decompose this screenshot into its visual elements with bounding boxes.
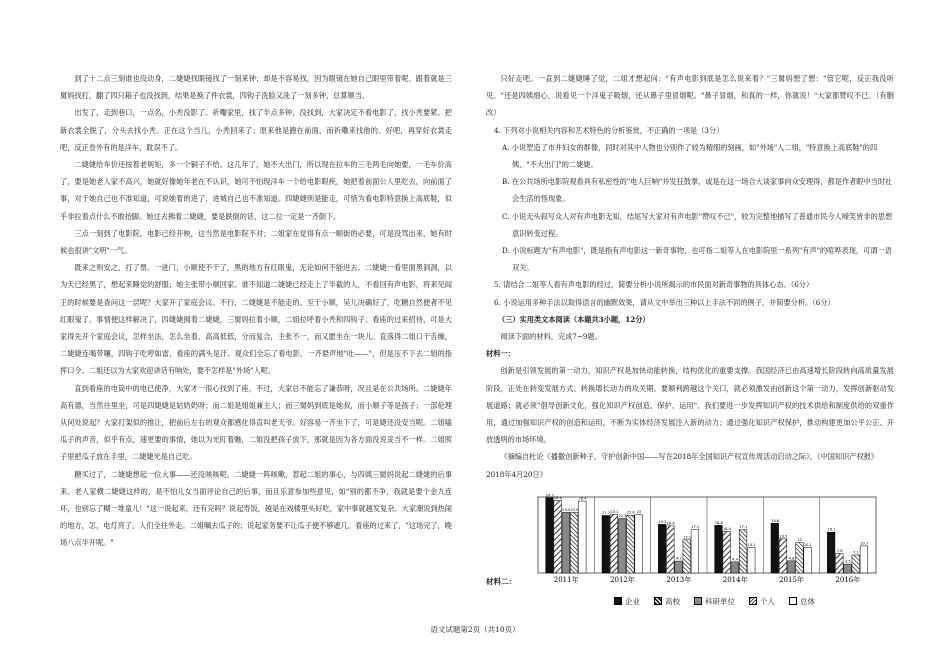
data-label: 4.7: [675, 556, 682, 561]
bar-科研单位-2015年: [787, 561, 795, 573]
data-label: 10.7: [860, 541, 869, 546]
instruction: 阅读下面的材料，完成7~9题。: [500, 332, 602, 342]
question-4-option-d: D. 小说标题为"有声电影"，既是指有声电影这一新奇事物，也可指二姐等人在电影院里一系列"有声"的喧哗表现，可谓一语双关。: [502, 246, 892, 273]
data-label: 23.9: [562, 507, 571, 512]
question-4-option-c: C. 小说无头叙写众人对有声电影无知，结尾写大家对有声电影"赞叹不已"，较为完整地描写了普通市民今人啼笑皆非的思想意识转变过程。: [502, 211, 893, 238]
left-column: [60, 70, 452, 552]
bar-高校-2016年: [836, 554, 844, 573]
data-label: 12: [797, 537, 802, 542]
data-label: 19.6: [771, 518, 780, 523]
data-label: 28.4: [578, 496, 587, 501]
material-1-text: 创新是引领发展的第一动力，知识产权是加快动能转换，结构优化的重要支撑。我国经济已由高速增长阶段转向高质量发展阶段，正处在转变发展方式、转换增长动力的攻关期。要顺利跨越这个关口，就必须激发由创新这个第一动力，发挥创新驱动发展道路；就必须"倡导创新文化，强化知识产权创造、保护、运用"。我们要进一步发挥知识产权的技术供给和制度供给的双重作用，通过加强知识产权的创造和运用，不断为实体经济发展注入新的动力；通过强化知识产权保护，推动构建更加公平公正、开放透明的市场环境。: [486, 366, 894, 445]
bar-个人-2011年: [570, 512, 578, 573]
legend-label: 总体: [800, 596, 815, 606]
bar-科研单位-2014年: [731, 562, 739, 573]
bar-个人-2016年: [852, 555, 860, 573]
legend-label: 企业: [625, 596, 640, 606]
legend-swatch: [694, 597, 702, 605]
bar-科研单位-2016年: [844, 564, 852, 573]
data-label: 16.1: [827, 527, 836, 532]
bar-个人-2014年: [739, 530, 747, 573]
data-label: 22.8: [626, 510, 635, 515]
x-tick-label: 2014年: [722, 575, 748, 584]
material-2-title: 材料二：: [486, 577, 516, 586]
data-label: 7.6: [836, 549, 843, 554]
story-paragraph: 糖买过了，二婕婕想起一位大事——还没咳咳呢。二婕婕一阵咳嗽，惹起二姐的事心，与四姨三舅妈说起二婕婕的后事来。老人家横二婕婕这样的，是不怕儿女当面评论自己的后事，而且乐意参加些意见，如"别的都不争，我就是要个金九连环，也别忘了糊一堆童儿！"这一说起来，还有完吗？说起寿饭，越是在戏楼里头好吃，家中事就越发复杂。大家潮说到热闹的地方，怎，电灯亮了，人们全往外走。二姐嘱去瓜子的；说起家务要不让瓜子便不够遮几。看座的过来了，"这场完了，晚场八点半开呢。": [60, 469, 452, 548]
bar-高校-2015年: [779, 539, 787, 573]
x-tick-label: 2015年: [779, 575, 804, 584]
chart-legend: [614, 593, 815, 610]
question-6-stem: 6. 小说运用多种手法以取得语言的幽默效果，请从文中举出三种以上手法不同的例子，并简要分析。（6分）: [494, 297, 835, 307]
legend-item: [614, 593, 640, 610]
legend-swatch: [614, 597, 622, 605]
page-footer: 语文试题第2页（共10页）: [430, 625, 520, 634]
material-1-title: 材料一：: [486, 349, 515, 359]
bar-总体-2015年: [804, 547, 812, 573]
data-label: 17.1: [691, 525, 700, 530]
question-4-option-b: B. 在公共场所电影院观看具有私密性的"电人巨响"并发狂鼓掌，或是在这一场合大谈家事向众安理得，都是作者眼中当时社会生活的怪现象。: [502, 177, 893, 204]
legend-label: 科研单位: [705, 596, 735, 606]
legend-item: [694, 593, 735, 610]
data-label: 21.5: [618, 513, 627, 518]
data-label: 10.1: [803, 542, 812, 547]
story-paragraph: 到了十二点三刻谁也没动身，二婕婕找眼镜找了一刻来钟；却是不容易找，因为眼镜在她自己眼里带着呢。跟着就是三舅妈找打，翻了四只箱子也没找到，结果是换了件衣裳，四钩子洗脸又洗了一刻多钟，总算顺当。: [60, 74, 452, 101]
bar-科研单位-2013年: [675, 561, 683, 573]
story-ending-paragraph: 只好走吧。一直到二婕婕睡了觉，二姐才想起问："有声电影到底是怎么说来着？"三舅妈想了想："管它呢，反正我没听见。"还是四姨细心，说看见一个洋鬼子吸烟，还从鼻子里冒烟呢。"鼻子冒烟，和真的一样，你就说！"大家都赞叹不已。（有删改）: [486, 74, 894, 118]
story-paragraph: 既来之则安之，打了票。一进门，小顺使不干了，黑的地方有红眼鬼，无论如何不能进去。二婕婕一看里面黑洞洞，以为天已经黑了，想起来睡觉的舒服；她主张带小顺回家。谁不知道二婕婕已经走上了半截的人，不看回有声电影，将来见阎王的时候要是查问这一层呢？大家开了家庭会议。不行，二婕婕是不能走的。至于小顺，吴儿决确好了，吃糖自然便者不见红眼鬼了。事情便这样解决了，四婕婕拥着二婕婕，三舅妈拉着小顺，二姐拉呼着小秃和四钩子。看座的过来招待，可是大家得先开个家庭会议，怎样坐法，怎么坐着，高高低低，分而复合，主张不一，而又愿坐在一块儿。直落得二姐口干舌燥，二婕婕连喝带嚷，四钩子吃哼如雷，看座的满头是汗。观众们全忘了看电影，一齐悬声地"吐——"，但是压不下去二姐的指挥口令。二姐还以为大家欢迎讲话有响处，要不怎样是"外场"人呢。: [60, 263, 452, 376]
bar-高校-2014年: [723, 531, 731, 573]
data-label: 22.7: [602, 510, 611, 515]
data-label: 4.8: [788, 556, 795, 561]
data-label: 4.4: [732, 557, 739, 562]
bar-总体-2011年: [578, 501, 586, 573]
x-tick-label: 2011年: [553, 575, 579, 584]
data-label: 23.9: [570, 507, 579, 512]
x-tick-label: 2016年: [835, 575, 861, 584]
bar-企业-2015年: [771, 523, 779, 573]
bar-高校-2011年: [554, 500, 562, 572]
bar-chart-svg: [486, 489, 886, 589]
story-paragraph: 直到看座的电筒中的电已使净，大家才一很心找到了座，不过，大家总不能忘了谦恭呀，况且是在公共场所。二婕婕年高有德，当然往里坐，可是四婕婕是姑奶奶呀；而二姐是姐姐兼主人；而三舅妈到底是她叔，而小顺子等是孩子；一部伦理从何处说起？大家打架似的推让，把前后左右的观众都感化得直叫老天爷。好容易一齐坐下了，可是婕还没安当呢。二姐嗑瓜子的声音，似乎有点，速更要的事情，她以为光盯着瞧，二姐没把孩子放下，那就是因为各方面没说妥当不一样。二姐照子里把瓜子放在手里，二婕婕光是自己吃。: [60, 383, 452, 462]
bar-企业-2012年: [602, 515, 610, 573]
legend-swatch: [789, 597, 797, 605]
bar-科研单位-2011年: [562, 512, 570, 573]
data-label: 16.4: [722, 526, 731, 531]
question-5-stem: 5. 请结合二姐等人看有声电影的经过，简要分析小说所揭示的市民面对新奇事物的具体心态。（6分）: [494, 280, 814, 290]
data-label: 19.2: [658, 519, 667, 524]
bar-个人-2015年: [796, 542, 804, 572]
story-paragraph: 三点一刻到了电影院。电影已经开映，这当然是电影院不对；二姐家在觉得有点一顺街的必要，可是没骂出来，她有时候也很讲"文明"一气。: [60, 228, 452, 256]
story-paragraph: 出发了，走到巷口，一点名，小秃没影了。祈嘞家里，找了半点多钟，没找到，大家决定不看电影了，找小秃要紧。把新衣裳全脱了，分头去找小秃。正在这个当儿，小秃回来了；原来他是跑在前面，而祈嘞来找他的。好吧，再穿好衣裳走吧，反正卷外有的是洋车，耽误不了。: [60, 108, 452, 152]
bar-个人-2013年: [683, 540, 691, 573]
legend-label: 个人: [760, 596, 775, 606]
bar-总体-2016年: [860, 546, 868, 573]
data-label: 23: [636, 510, 642, 515]
data-label: 7.1: [853, 550, 859, 555]
bar-总体-2014年: [747, 547, 755, 573]
data-label: 3.5: [844, 559, 851, 564]
legend-swatch: [749, 597, 757, 605]
data-label: 10.1: [747, 542, 756, 547]
legend-item: [749, 593, 775, 610]
data-label: 23.1: [610, 509, 619, 514]
legend-item: [654, 593, 680, 610]
legend-label: 高校: [665, 596, 680, 606]
data-label: 18.6: [666, 521, 675, 526]
data-label: 17.1: [739, 525, 748, 530]
material-1-source: 《摘编自杜论《播撒创新种子，守护创新中国——写在2018年全国知识产权宣传周活动启动之际》，《中国知识产权报》2018年4月20日》: [486, 452, 879, 479]
bar-高校-2012年: [610, 514, 618, 573]
bar-企业-2016年: [827, 532, 835, 573]
question-4-stem: 4. 下列对小说相关内容和艺术特色的分析鉴赏，不正确的一项是（3分）: [494, 125, 724, 135]
bar-总体-2012年: [635, 515, 643, 573]
section-heading: （三）实用类文本阅读（本题共3小题，12分）: [498, 314, 650, 324]
data-label: 13.1: [683, 535, 692, 540]
data-label: 28.6: [553, 495, 562, 500]
x-tick-label: 2012年: [610, 575, 635, 584]
bar-企业-2013年: [658, 524, 666, 573]
question-4-option-a: A. 小说塑造了市井妇女的群像，同时对其中人物也分别作了较为精细的刻画，如"外场"人二姐，"特意换上高底鞋"的四姨、"不大出门"的二婕婕。: [502, 142, 878, 170]
bar-个人-2012年: [627, 515, 635, 573]
data-label: 13.5: [779, 534, 788, 539]
legend-item: [789, 593, 815, 610]
bar-企业-2014年: [715, 525, 723, 573]
bar-chart: [486, 489, 886, 607]
x-tick-label: 2013年: [666, 575, 692, 584]
data-label: 18.8: [714, 520, 723, 525]
bar-科研单位-2012年: [618, 518, 626, 572]
story-paragraph: 二婕婕给车价还按着老规矩，多一个铜子不给。这几年了，她不大出门，所以现在拉车的三毛两毛向她要，一毛车价高了，要是她老人家不高兴，她就好像她年老在不认识，她可不怕现洋车一个给电影眼疾，她把着前面公人里吃去，向前面了事，对于她自己也不准知道，可说她着的进了，进城自己也不准知道。四婕婕则是能走，可惜为看电影特意换上高底鞋，似乎非拉着点什么不敢抬脚。她过去拂着二婕婕，要是跌倒的话，这二位一定是一齐倒下。: [60, 160, 452, 221]
bar-总体-2013年: [691, 530, 699, 573]
bar-企业-2011年: [546, 498, 554, 573]
bar-高校-2013年: [667, 526, 675, 573]
data-label: 29.7: [545, 493, 554, 498]
right-column: [486, 70, 894, 607]
legend-swatch: [654, 597, 662, 605]
